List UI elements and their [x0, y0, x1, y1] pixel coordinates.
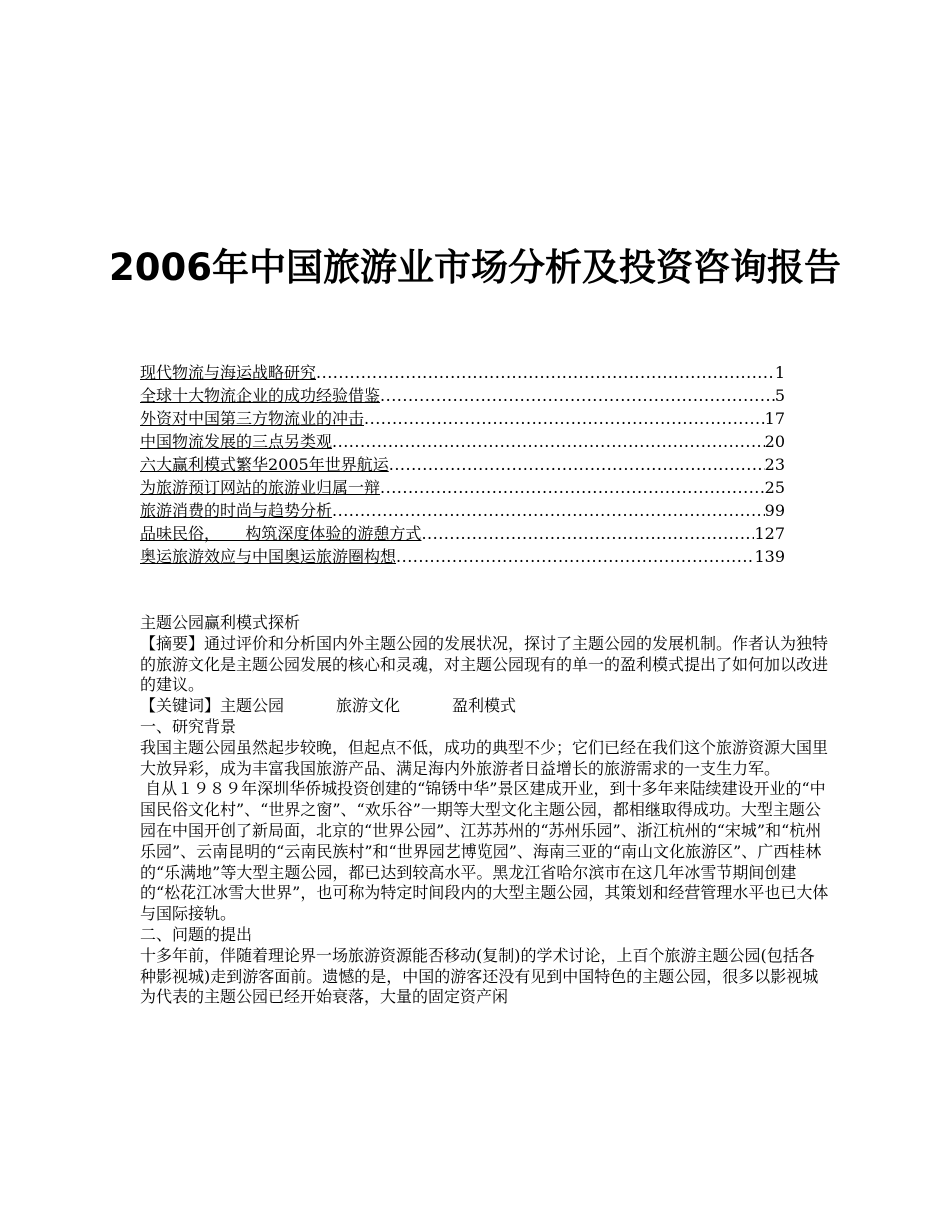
toc-entry[interactable] — [140, 476, 785, 499]
toc-entry-label[interactable]: 六大赢利模式繁华2005年世界航运 — [140, 455, 389, 474]
section-title: 主题公园赢利模式探析 — [140, 613, 301, 632]
toc-entry[interactable] — [140, 384, 785, 407]
toc-leader-dots — [332, 430, 765, 453]
abstract-paragraph: 【摘要】通过评价和分析国内外主题公园的发展状况，探讨了主题公园的发展机制。作者认为独特的旅游文化是主题公园发展的核心和灵魂，对主题公园现有的单一的盈利模式提出了如何加以改进的建议。 — [140, 633, 829, 695]
document-title: 2006年中国旅游业市场分析及投资咨询报告 — [109, 246, 841, 289]
toc-leader-dots — [380, 384, 775, 407]
toc-entry[interactable] — [140, 361, 785, 384]
toc-leader-dots — [380, 476, 765, 499]
toc-entry[interactable] — [140, 430, 785, 453]
table-of-contents — [140, 361, 785, 568]
toc-entry-label[interactable]: 外资对中国第三方物流业的冲击 — [140, 409, 365, 428]
toc-entry[interactable] — [140, 545, 785, 568]
keywords-line — [140, 696, 830, 717]
section-heading: 二、问题的提出 — [140, 924, 253, 944]
toc-leader-dots — [389, 453, 765, 476]
toc-entry-label[interactable]: 中国物流发展的三点另类观 — [140, 432, 333, 451]
toc-entry-label[interactable]: 品味民俗， 构筑深度体验的游憩方式 — [140, 524, 422, 543]
toc-entry-page: 17 — [764, 409, 785, 428]
body-paragraph: 我国主题公园虽然起步较晚，但起点不低，成功的典型不少；它们已经在我们这个旅游资源大国里大放异彩，成为丰富我国旅游产品、满足海内外旅游者日益增长的旅游需求的一支生力军。 — [140, 737, 829, 778]
toc-entry[interactable] — [140, 453, 785, 476]
toc-entry-page: 25 — [764, 478, 785, 497]
toc-entry-page: 1 — [774, 363, 785, 382]
document-body — [140, 613, 830, 1008]
toc-entry-page: 139 — [754, 547, 785, 566]
toc-entry-label[interactable]: 为旅游预订网站的旅游业归属一辩 — [140, 478, 381, 497]
toc-leader-dots — [421, 522, 754, 545]
section-heading: 一、研究背景 — [140, 716, 237, 736]
keywords-label: 【关键词】主题公园 — [140, 696, 285, 716]
toc-entry-page: 20 — [764, 432, 785, 451]
keyword-item: 旅游文化 — [336, 696, 401, 716]
toc-entry[interactable] — [140, 407, 785, 430]
toc-leader-dots — [396, 545, 754, 568]
toc-entry-page: 99 — [764, 501, 785, 520]
toc-entry-page: 127 — [754, 524, 785, 543]
toc-entry-label[interactable]: 旅游消费的时尚与趋势分析 — [140, 501, 333, 520]
body-paragraph: 十多年前，伴随着理论界一场旅游资源能否移动(复制)的学术讨论，上百个旅游主题公园(包括各种影视城)走到游客面前。遗憾的是，中国的游客还没有见到中国特色的主题公园，很多以影视城为代表的主题公园已经开始衰落，大量的固定资产闲 — [140, 945, 819, 1007]
toc-entry-page: 5 — [774, 386, 785, 405]
toc-leader-dots — [332, 499, 765, 522]
toc-leader-dots — [316, 361, 775, 384]
body-paragraph: 自从１９８９年深圳华侨城投资创建的“锦锈中华”景区建成开业，到十多年来陆续建设开业的“中国民俗文化村”、“世界之窗”、“欢乐谷”一期等大型文化主题公园，都相继取得成功。大型主题公园在中国开创了新局面，北京的“世界公园”、江苏苏州的“苏州乐园”、浙江杭州的“宋城”和“杭州乐园”、云南昆明的“云南民族村”和“世界园艺博览园”、海南三亚的“南山文化旅游区”、广西桂林的“乐满地”等大型主题公园，都已达到较高水平。黑龙江省哈尔滨市在这几年冰雪节期间创建的“松花江冰雪大世界”，也可称为特定时间段内的大型主题公园，其策划和经营管理水平也已大体与国际接轨。 — [140, 779, 829, 924]
toc-entry-label[interactable]: 现代物流与海运战略研究 — [140, 363, 317, 382]
toc-leader-dots — [364, 407, 765, 430]
toc-entry[interactable] — [140, 499, 785, 522]
toc-entry[interactable] — [140, 522, 785, 545]
toc-entry-label[interactable]: 全球十大物流企业的成功经验借鉴 — [140, 386, 381, 405]
toc-entry-label[interactable]: 奥运旅游效应与中国奥运旅游圈构想 — [140, 547, 397, 566]
keyword-item: 盈利模式 — [452, 696, 517, 716]
toc-entry-page: 23 — [764, 455, 785, 474]
